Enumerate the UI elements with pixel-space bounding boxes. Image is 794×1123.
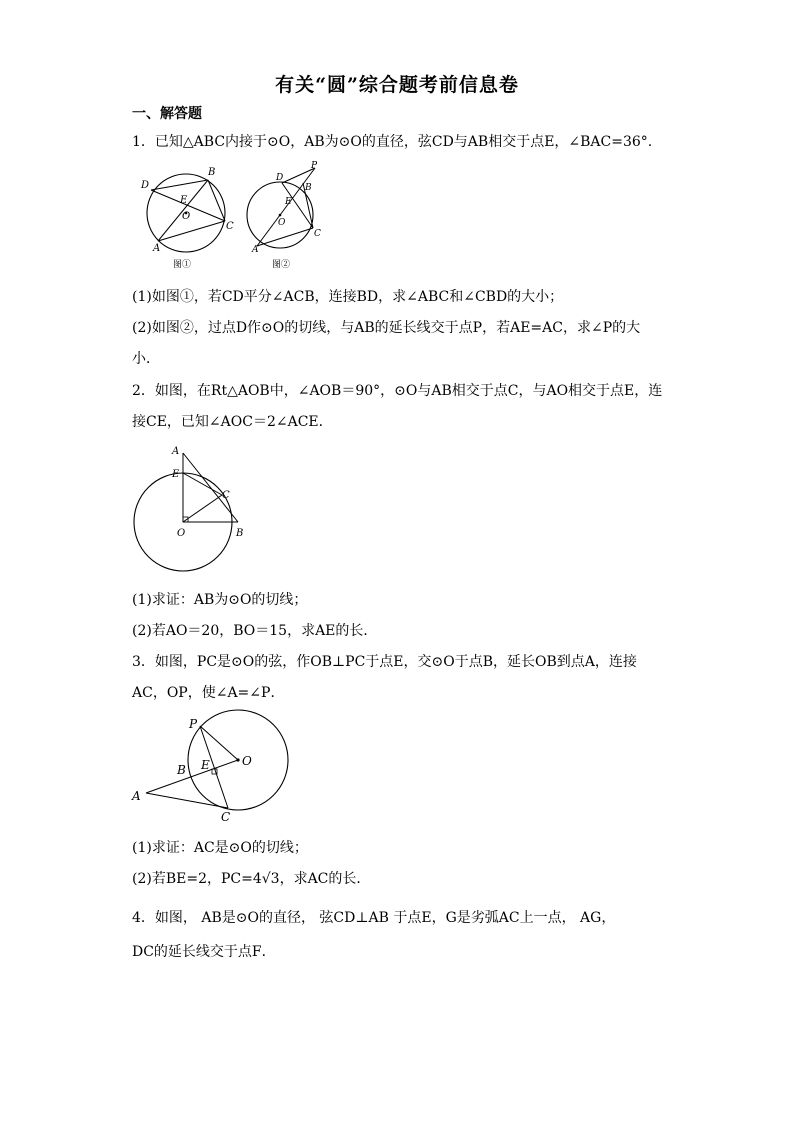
- q1-stem: 1．已知△ABC内接于⊙O，AB为⊙O的直径，弦CD与AB相交于点E，∠BAC=36°.: [132, 134, 653, 150]
- q1-fig2-label-A: A: [252, 245, 259, 255]
- q1-sub2-line1: (2)如图②，过点D作⊙O的切线，与AB的延长线交于点P，若AE=AC，求∠P的大: [132, 320, 641, 336]
- q1-fig2-caption: 图②: [272, 260, 291, 270]
- q1-fig1-label-B: B: [208, 167, 216, 178]
- q3-figure: [128, 708, 298, 828]
- q2-label-E: E: [172, 469, 180, 480]
- q2-figure: [130, 438, 255, 578]
- q4-stem-line1: 4．如图， AB是⊙O的直径， 弦CD⊥AB 于点E，G是劣弧AC上一点， AG，: [132, 910, 616, 926]
- q1-fig1-label-E: E: [180, 195, 188, 206]
- q1-fig1-caption: 图①: [173, 260, 192, 270]
- q2-label-C: C: [222, 490, 230, 501]
- section-heading: 一、解答题: [132, 106, 202, 122]
- q1-fig2-label-C: C: [314, 229, 321, 239]
- q1-fig2-label-B: B: [305, 183, 312, 193]
- q2-label-A: A: [172, 446, 180, 457]
- q3-label-P: P: [189, 717, 198, 731]
- q1-fig1-label-C: C: [226, 221, 234, 232]
- q1-fig1-label-A: A: [153, 243, 161, 254]
- q1-fig1-label-O: O: [182, 211, 191, 222]
- q3-label-C: C: [221, 810, 231, 824]
- q3-label-B: B: [177, 763, 186, 777]
- q2-label-B: B: [236, 528, 244, 539]
- q3-sub1: (1)求证：AC是⊙O的切线；: [132, 840, 308, 856]
- q2-label-O: O: [177, 528, 186, 539]
- q3-label-E: E: [201, 758, 210, 772]
- q1-fig2-label-O: O: [278, 218, 286, 228]
- q3-sub2: (2)若BE=2，PC=4√3，求AC的长．: [132, 871, 371, 887]
- q1-fig2-label-P: P: [311, 161, 318, 171]
- q4-stem-line2: DC的延长线交于点F．: [132, 944, 276, 960]
- q3-stem-line1: 3．如图，PC是⊙O的弦，作OB⊥PC于点E，交⊙O于点B，延长OB到点A，连接: [132, 654, 637, 670]
- q1-figure-2: [245, 158, 335, 270]
- q3-label-A: A: [132, 789, 141, 803]
- q1-sub1: (1)如图①，若CD平分∠ACB，连接BD，求∠ABC和∠CBD的大小；: [132, 289, 564, 305]
- q1-fig2-label-D: D: [276, 173, 284, 183]
- q1-fig1-label-D: D: [141, 180, 150, 191]
- q3-stem-line2: AC，OP，使∠A=∠P．: [132, 685, 285, 701]
- document-title: 有关“圆”综合题考前信息卷: [275, 74, 519, 96]
- q1-fig2-label-E: E: [285, 197, 292, 207]
- q1-sub2-line2: 小．: [132, 351, 160, 367]
- q2-sub2: (2)若AO＝20，BO＝15，求AE的长．: [132, 623, 378, 639]
- q1-figure-1: [136, 158, 246, 270]
- q2-stem-line2: 接CE，已知∠AOC＝2∠ACE．: [132, 414, 333, 430]
- q3-label-O: O: [242, 754, 252, 768]
- q2-stem-line1: 2．如图，在Rt△AOB中，∠AOB＝90°，⊙O与AB相交于点C，与AO相交于点E，连: [132, 383, 663, 399]
- q2-sub1: (1)求证：AB为⊙O的切线；: [132, 592, 308, 608]
